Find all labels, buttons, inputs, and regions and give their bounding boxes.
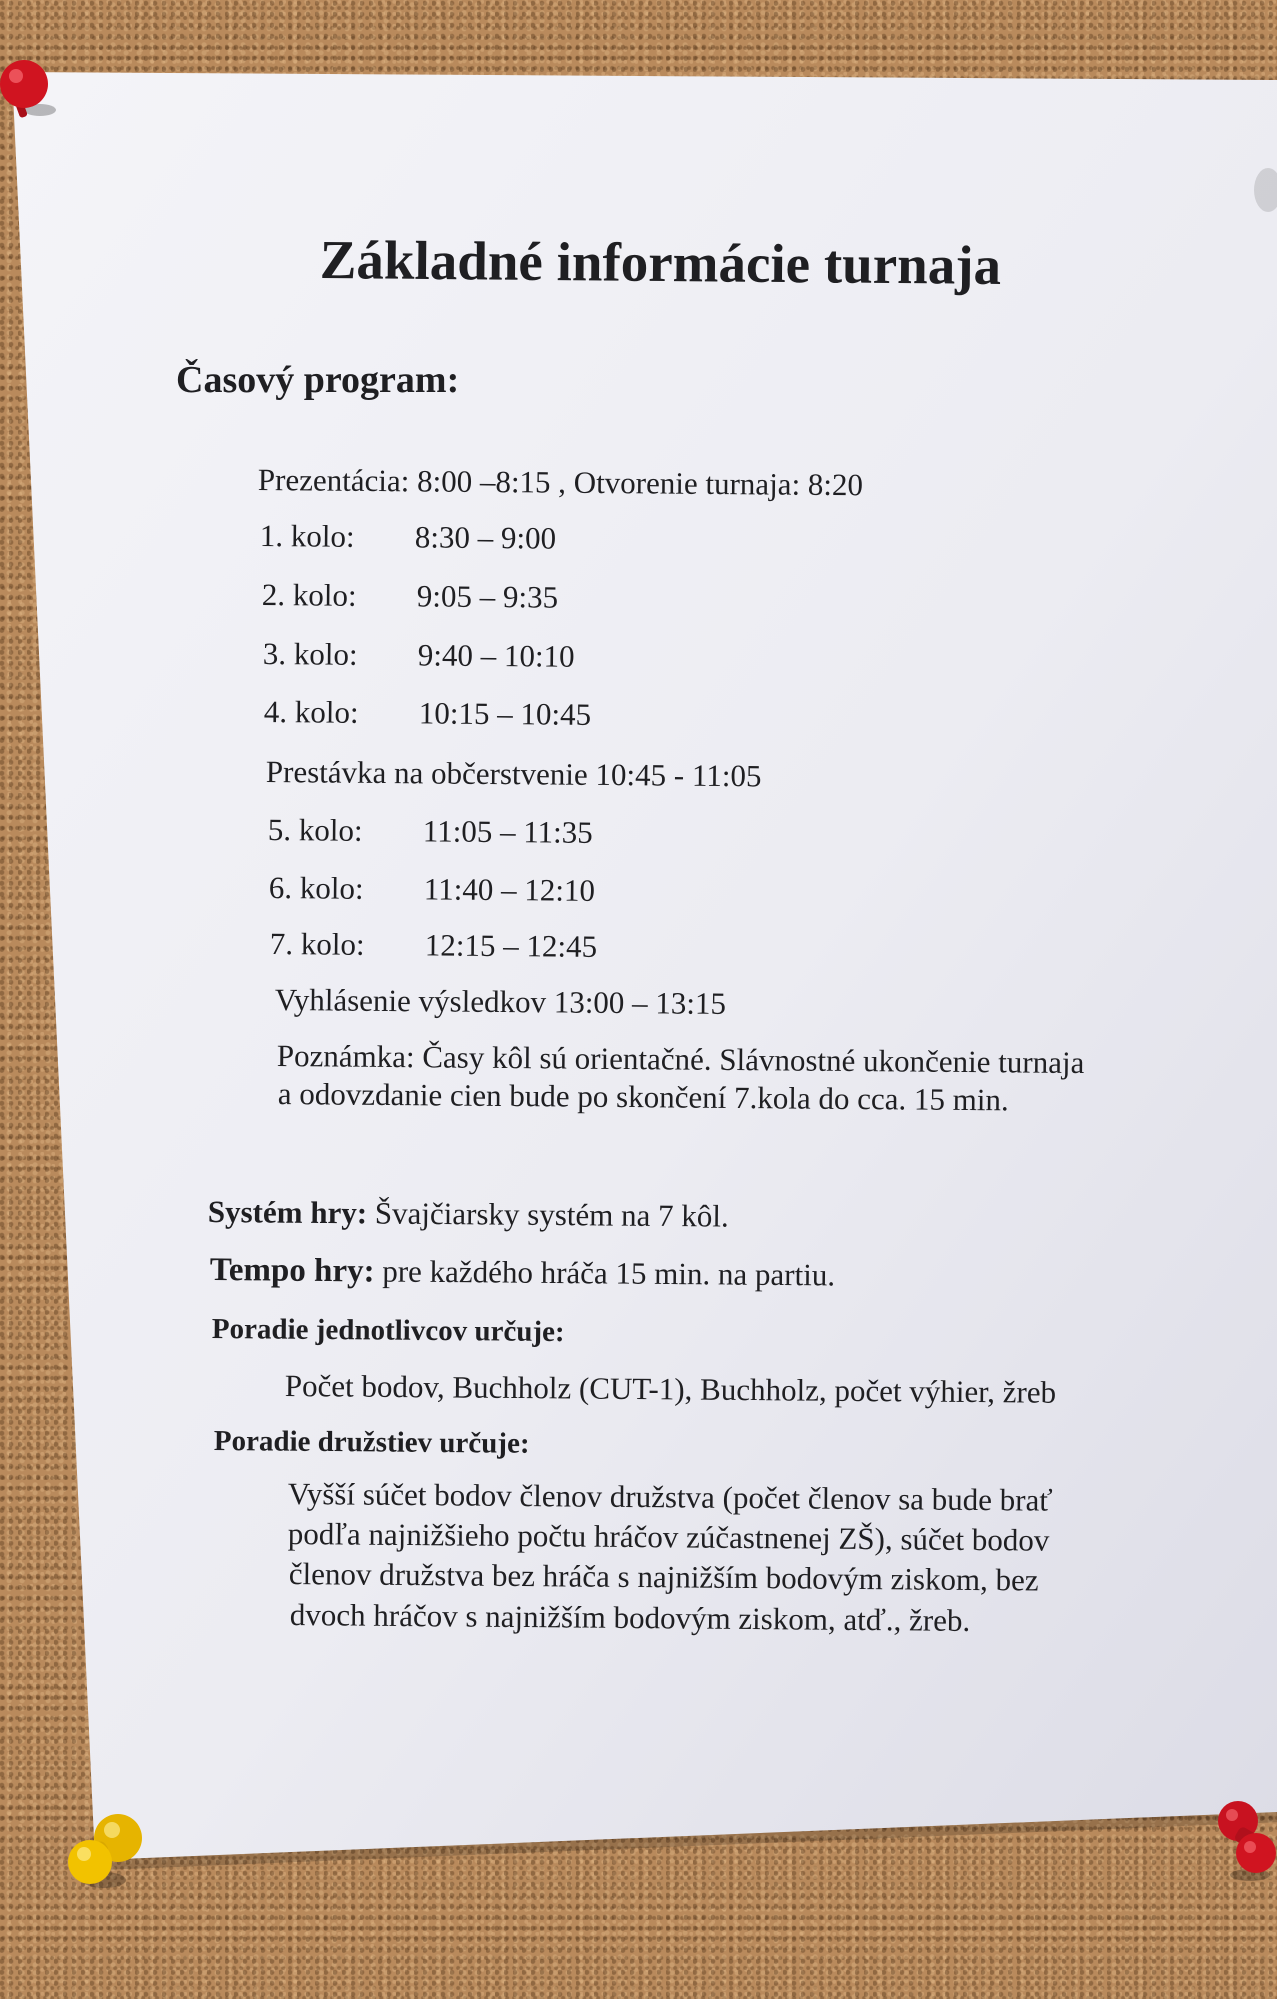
round-label: 5. kolo: [267, 812, 363, 848]
round-label: 1. kolo: [259, 518, 355, 554]
schedule-row-round-5 [268, 812, 593, 851]
game-system [208, 1194, 729, 1235]
red-pin-icon [1210, 1795, 1277, 1885]
schedule-row-round-6 [269, 870, 595, 909]
individual-ranking-text: Počet bodov, Buchholz (CUT-1), Buchholz, počet výhier, žreb [284, 1368, 1057, 1410]
schedule-row-round-2 [262, 577, 559, 616]
round-label: 4. kolo: [263, 694, 359, 730]
team-ranking-line-3: členov družstva bez hráča s najnižším bodovým ziskom, bez [288, 1556, 1039, 1598]
schedule-heading: Časový program: [176, 359, 460, 401]
schedule-row-round-4 [264, 694, 592, 733]
round-label: 3. kolo: [262, 636, 358, 672]
pin-shadow-icon [1242, 160, 1277, 220]
round-label: 6. kolo: [268, 870, 364, 906]
yellow-pin-icon [64, 1810, 154, 1900]
note-line-2: a odovzdanie cien bude po skončení 7.kola do cca. 15 min. [277, 1076, 1009, 1118]
team-ranking-heading: Poradie družstiev určuje: [213, 1425, 530, 1460]
team-ranking-line-2: podľa najnižšieho počtu hráčov zúčastnenej ZŠ), súčet bodov [287, 1516, 1050, 1558]
round-time: 11:40 – 12:10 [423, 871, 596, 908]
team-ranking-line-4: dvoch hráčov s najnižším bodovým ziskom, atď., žreb. [289, 1597, 971, 1638]
results-line: Vyhlásenie výsledkov 13:00 – 13:15 [274, 982, 727, 1021]
schedule-row-round-3 [263, 636, 575, 675]
note-line-1: Poznámka: Časy kôl sú orientačné. Slávnostné ukončenie turnaja [276, 1038, 1085, 1081]
game-tempo-value: pre každého hráča 15 min. na partiu. [382, 1253, 836, 1293]
round-time: 11:05 – 11:35 [422, 813, 593, 850]
registration-line: Prezentácia: 8:00 –8:15 , Otvorenie turnaja: 8:20 [257, 462, 864, 503]
game-tempo-label: Tempo hry: [209, 1252, 375, 1290]
round-time: 8:30 – 9:00 [414, 519, 557, 556]
round-label: 2. kolo: [261, 577, 357, 613]
game-tempo [210, 1252, 836, 1294]
break-line: Prestávka na občerstvenie 10:45 - 11:05 [265, 754, 762, 794]
red-pin-icon [0, 40, 60, 130]
individual-ranking-heading: Poradie jednotlivcov určuje: [211, 1313, 565, 1349]
page-title: Základné informácie turnaja [319, 228, 1002, 296]
round-label: 7. kolo: [269, 926, 365, 962]
team-ranking-line-1: Vyšší súčet bodov členov družstva (počet členov sa bude brať [287, 1476, 1053, 1518]
round-time: 12:15 – 12:45 [424, 927, 598, 964]
schedule-row-round-1 [260, 518, 557, 557]
schedule-row-round-7 [270, 926, 598, 965]
game-system-value: Švajčiarsky systém na 7 kôl. [374, 1195, 729, 1234]
round-time: 9:40 – 10:10 [417, 637, 575, 674]
round-time: 10:15 – 10:45 [418, 695, 592, 732]
game-system-label: Systém hry: [207, 1194, 368, 1231]
round-time: 9:05 – 9:35 [416, 578, 559, 615]
